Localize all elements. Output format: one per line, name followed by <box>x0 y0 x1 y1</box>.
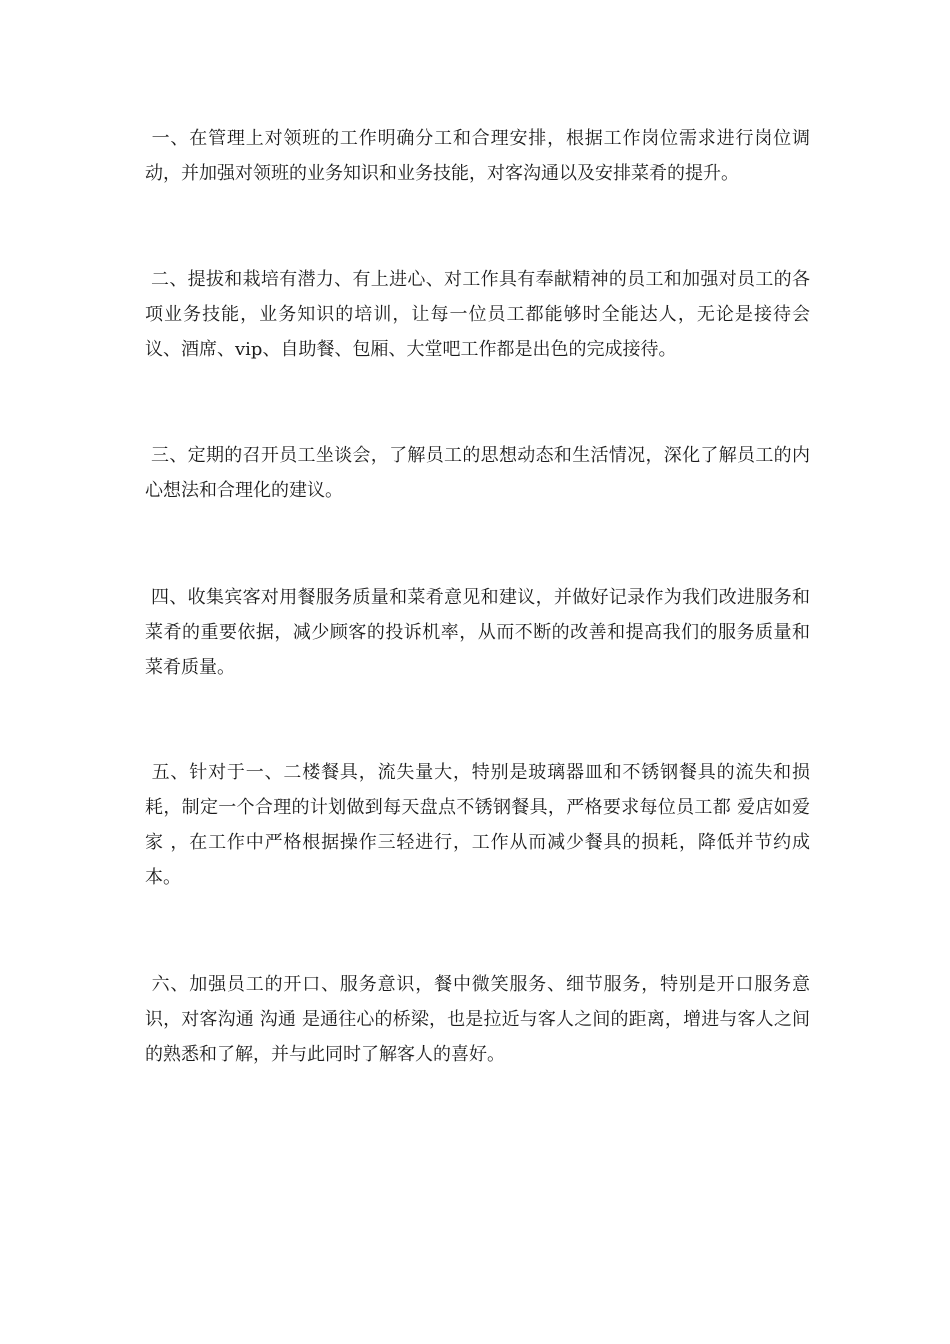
paragraph-4: 四、收集宾客对用餐服务质量和菜肴意见和建议，并做好记录作为我们改进服务和菜肴的重要依据，减少顾客的投诉机率，从而不断的改善和提高我们的服务质量和菜肴质量。 <box>145 587 810 678</box>
paragraph-1: 一、在管理上对领班的工作明确分工和合理安排，根据工作岗位需求进行岗位调动，并加强对领班的业务知识和业务技能，对客沟通以及安排菜肴的提升。 <box>145 128 810 184</box>
paragraph-2: 二、提拔和栽培有潜力、有上进心、对工作具有奉献精神的员工和加强对员工的各项业务技能，业务知识的培训，让每一位员工都能够时全能达人，无论是接待会议、酒席、vip、自助餐、包厢、大堂吧工作都是出色的完成接待。 <box>145 269 810 360</box>
paragraph-5: 五、针对于一、二楼餐具，流失量大，特别是玻璃器皿和不锈钢餐具的流失和损耗，制定一个合理的计划做到每天盘点不锈钢餐具，严格要求每位员工都 爱店如爱家 ，在工作中严格根据操作三轻进行，工作从而减少餐具的损耗，降低并节约成本。 <box>145 762 810 888</box>
paragraph-3: 三、定期的召开员工坐谈会，了解员工的思想动态和生活情况，深化了解员工的内心想法和合理化的建议。 <box>145 445 810 501</box>
paragraph-6: 六、加强员工的开口、服务意识，餐中微笑服务、细节服务，特别是开口服务意识，对客沟通 沟通 是通往心的桥梁，也是拉近与客人之间的距离，增进与客人之间的熟悉和了解，并与此同时了解客人的喜好。 <box>145 974 810 1065</box>
